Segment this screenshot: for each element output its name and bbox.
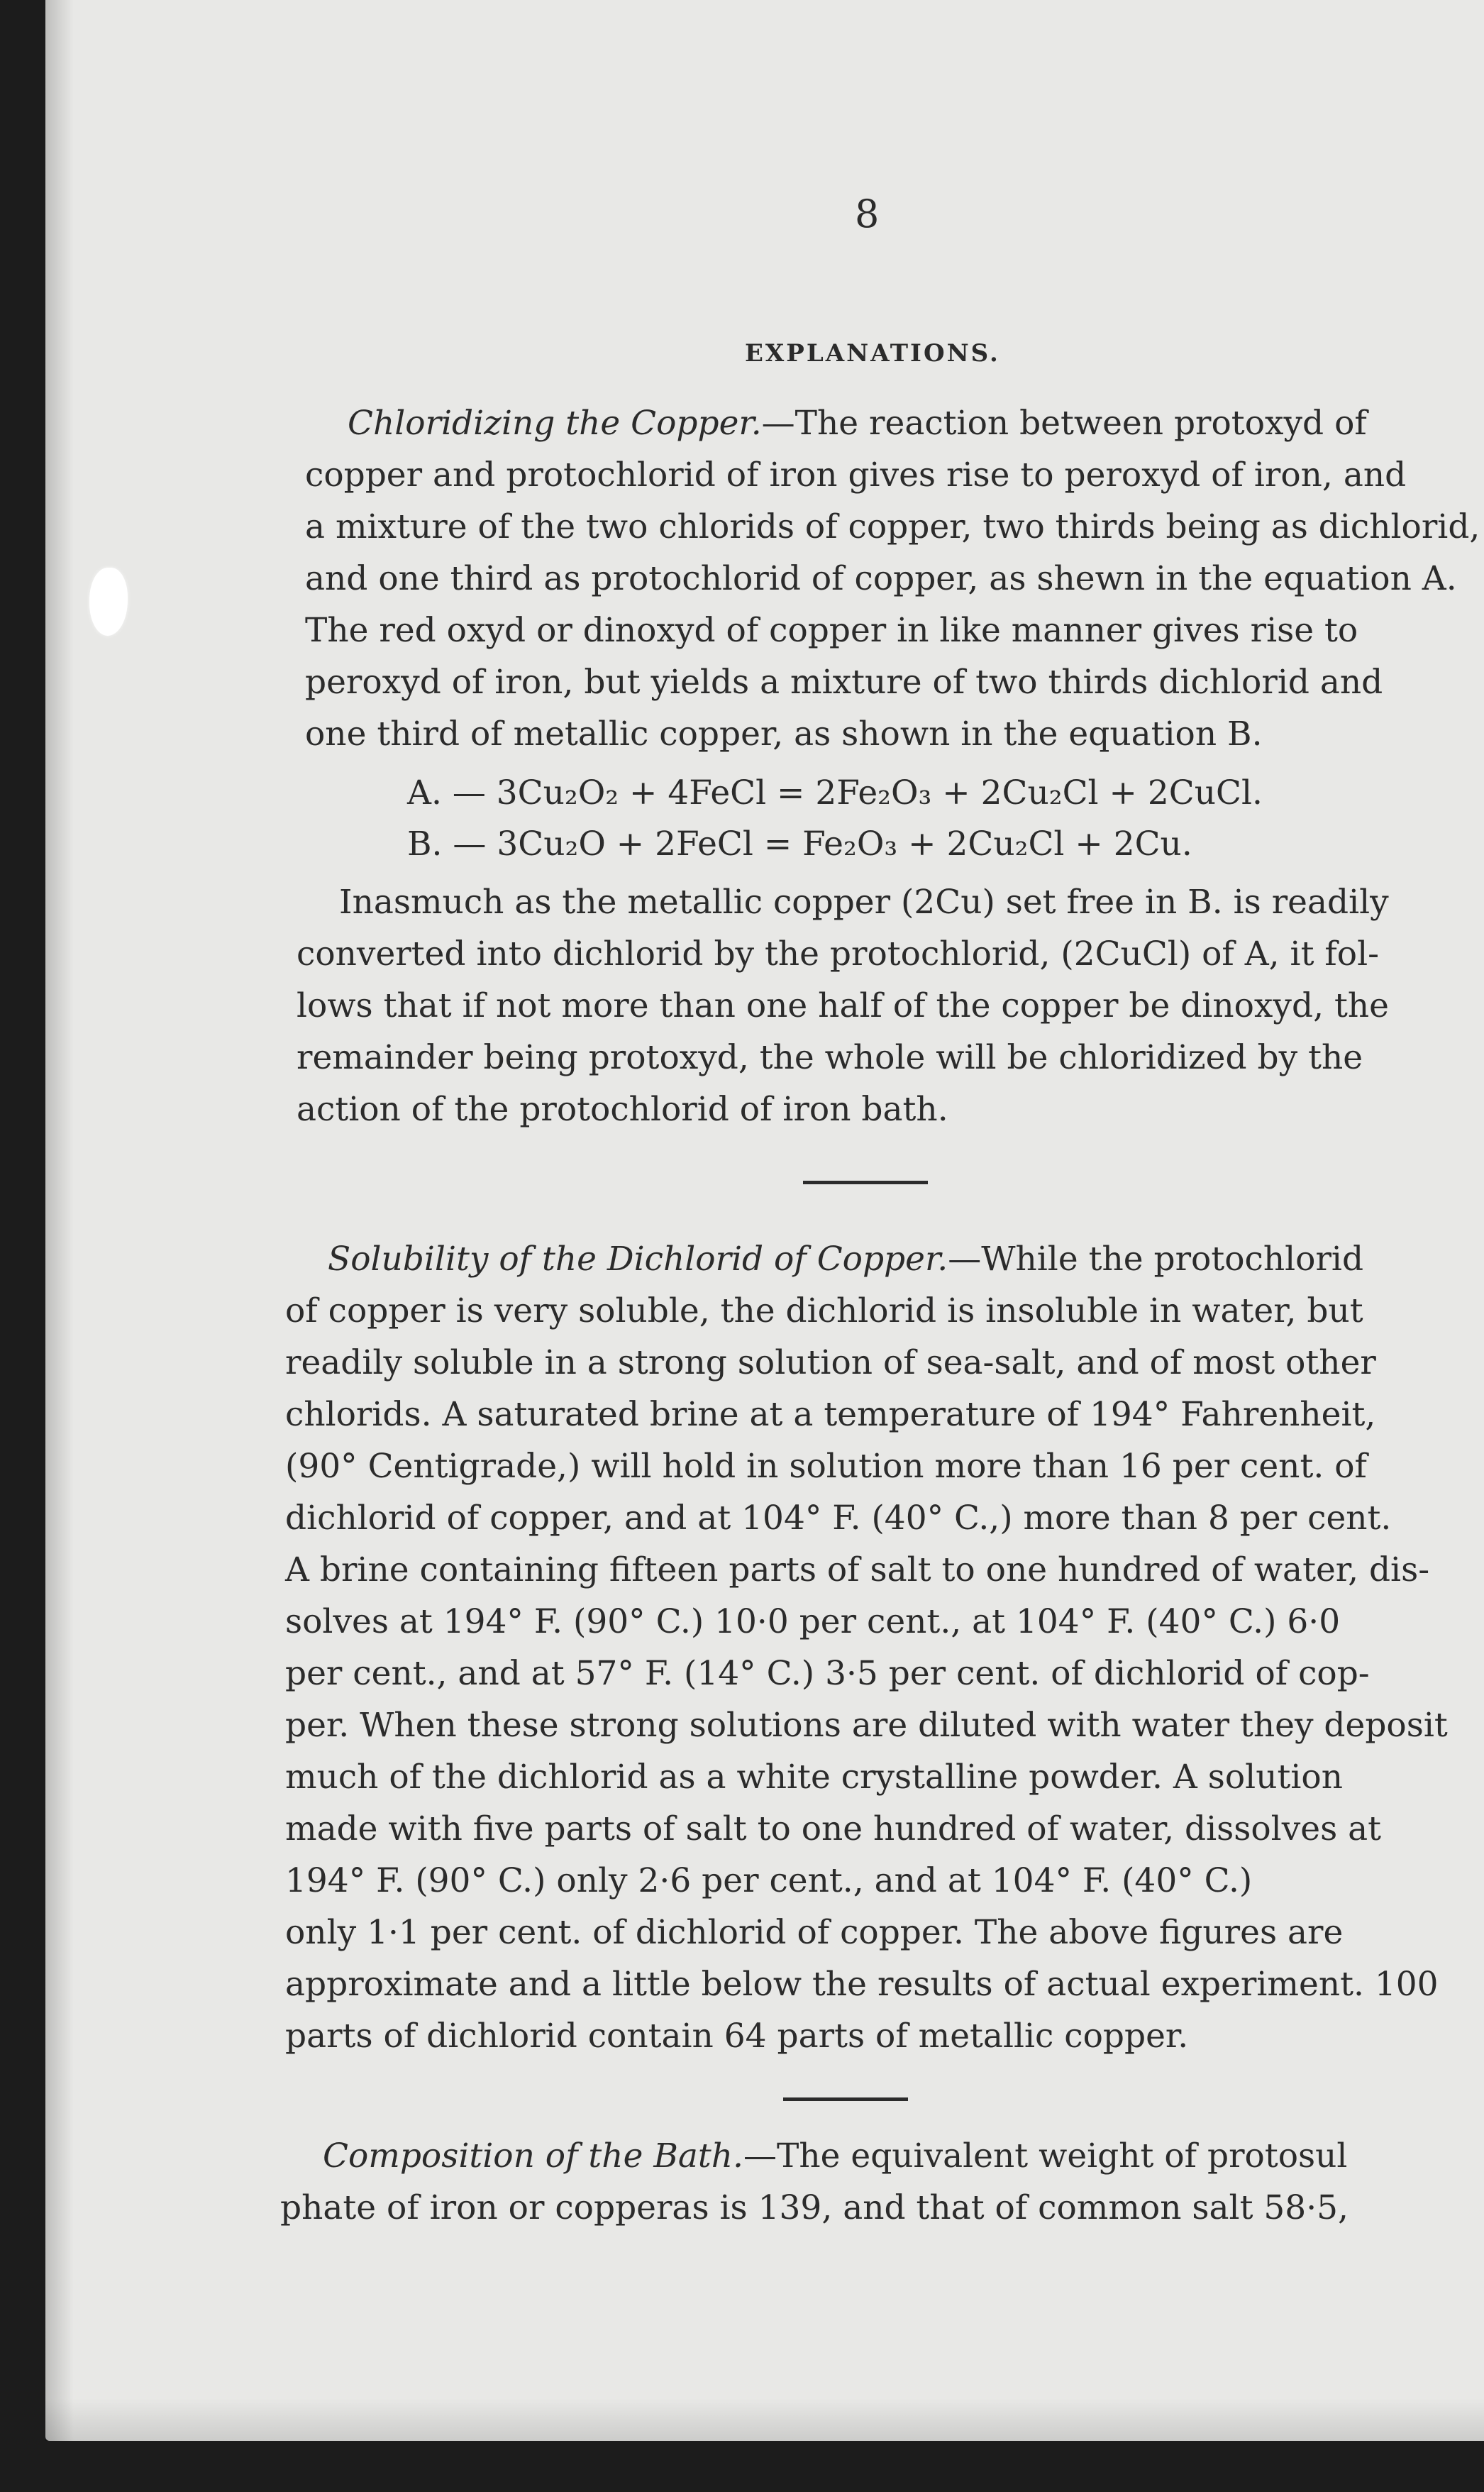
paragraph-line: of copper is very soluble, the dichlorid is insoluble in water, but bbox=[285, 1291, 1363, 1330]
paragraph-line: (90° Centigrade,) will hold in solution more than 16 per cent. of bbox=[285, 1447, 1367, 1486]
paragraph-inasmuch bbox=[297, 876, 1439, 1135]
run-in-title: Solubility of the Dichlorid of Copper. bbox=[328, 1240, 948, 1279]
paragraph-line: copper and protochlorid of iron gives rise to peroxyd of iron, and bbox=[305, 456, 1407, 495]
equation-a: A. — 3Cu₂O₂ + 4FeCl = 2Fe₂O₃ + 2Cu₂Cl + 2CuCl. bbox=[407, 773, 1263, 812]
paragraph-line: A brine containing fifteen parts of salt to one hundred of water, dis- bbox=[285, 1550, 1430, 1589]
paragraph-line: 194° F. (90° C.) only 2·6 per cent., and at 104° F. (40° C.) bbox=[285, 1861, 1253, 1900]
paragraph-solubility bbox=[285, 1233, 1448, 2062]
line-text: —While the protochlorid bbox=[948, 1240, 1364, 1279]
section-heading: EXPLANATIONS. bbox=[745, 339, 1000, 368]
paragraph-line: chlorids. A saturated brine at a temperature of 194° Fahrenheit, bbox=[285, 1395, 1376, 1434]
equation-b: B. — 3Cu₂O + 2FeCl = Fe₂O₃ + 2Cu₂Cl + 2Cu. bbox=[407, 825, 1192, 864]
paragraph-composition bbox=[280, 2130, 1422, 2234]
paragraph-line: Inasmuch as the metallic copper (2Cu) set free in B. is readily bbox=[339, 883, 1389, 922]
paragraph-line: peroxyd of iron, but yields a mixture of two thirds dichlorid and bbox=[305, 663, 1383, 702]
run-in-title: Composition of the Bath. bbox=[323, 2137, 743, 2176]
page-edge-shadow bbox=[45, 0, 74, 2441]
paragraph-line: converted into dichlorid by the protochlorid, (2CuCl) of A, it fol- bbox=[297, 934, 1380, 974]
page-bottom-shadow bbox=[45, 2398, 1484, 2441]
paragraph-line: per cent., and at 57° F. (14° C.) 3·5 per cent. of dichlorid of cop- bbox=[285, 1654, 1370, 1693]
section-divider bbox=[803, 1181, 928, 1184]
paragraph-line: readily soluble in a strong solution of sea-salt, and of most other bbox=[285, 1343, 1376, 1382]
paragraph-line: solves at 194° F. (90° C.) 10·0 per cent., at 104° F. (40° C.) 6·0 bbox=[285, 1602, 1341, 1641]
paragraph-line bbox=[305, 397, 1444, 449]
page-number: 8 bbox=[855, 192, 880, 236]
paragraph-line: remainder being protoxyd, the whole will be chloridized by the bbox=[297, 1038, 1363, 1077]
paragraph-line: one third of metallic copper, as shown in the equation B. bbox=[305, 715, 1263, 754]
paragraph-line: phate of iron or copperas is 139, and that of common salt 58·5, bbox=[280, 2188, 1349, 2227]
line-text: —The reaction between protoxyd of bbox=[761, 404, 1367, 443]
paragraph-line: a mixture of the two chlorids of copper, two thirds being as dichlorid, bbox=[305, 507, 1480, 546]
paragraph-line: made with five parts of salt to one hundred of water, dissolves at bbox=[285, 1809, 1382, 1848]
paragraph-line: only 1·1 per cent. of dichlorid of copper. The above figures are bbox=[285, 1913, 1344, 1952]
paragraph-line bbox=[285, 1233, 1431, 1285]
paragraph-line: and one third as protochlorid of copper, as shewn in the equation A. bbox=[305, 559, 1457, 598]
paragraph-line: approximate and a little below the results of actual experiment. 100 bbox=[285, 1965, 1439, 2004]
paragraph-line: dichlorid of copper, and at 104° F. (40° C.,) more than 8 per cent. bbox=[285, 1499, 1392, 1538]
paragraph-chloridizing bbox=[305, 397, 1480, 760]
paragraph-line: parts of dichlorid contain 64 parts of metallic copper. bbox=[285, 2017, 1189, 2056]
paragraph-line: per. When these strong solutions are diluted with water they deposit bbox=[285, 1706, 1448, 1745]
paragraph-line bbox=[280, 2130, 1422, 2182]
paragraph-line: lows that if not more than one half of the copper be dinoxyd, the bbox=[297, 986, 1389, 1025]
paragraph-line: much of the dichlorid as a white crystalline powder. A solution bbox=[285, 1758, 1343, 1797]
paragraph-line: The red oxyd or dinoxyd of copper in like manner gives rise to bbox=[305, 611, 1358, 650]
paragraph-line: action of the protochlorid of iron bath. bbox=[297, 1090, 948, 1129]
run-in-title: Chloridizing the Copper. bbox=[348, 404, 762, 443]
section-divider bbox=[783, 2097, 908, 2101]
line-text: —The equivalent weight of protosul bbox=[743, 2137, 1348, 2176]
